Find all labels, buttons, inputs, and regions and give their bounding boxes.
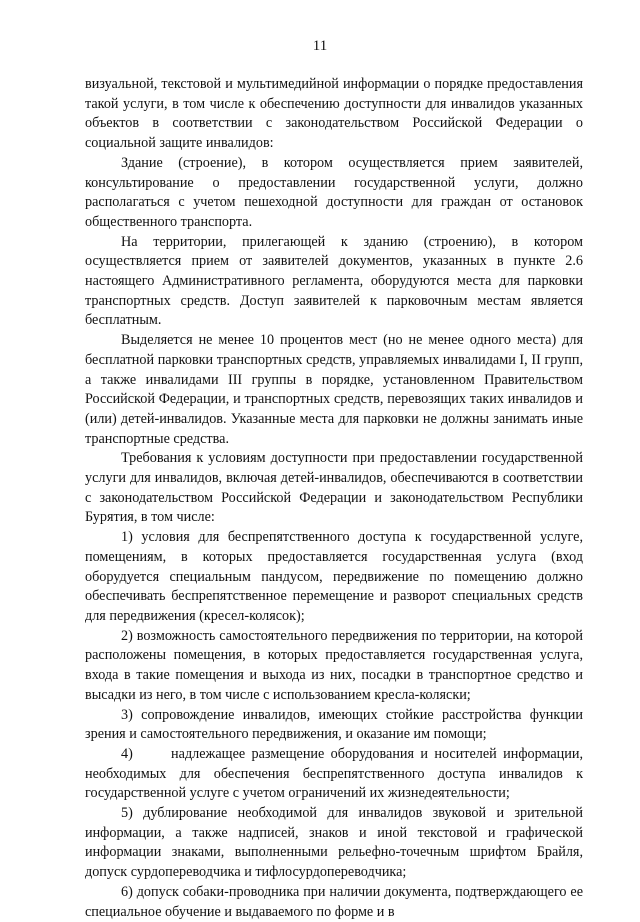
document-body xyxy=(85,75,583,922)
list-item-4: 4) надлежащее размещение оборудования и носителей информации, необходимых для обеспечения беспрепятственного доступа инвалидов к государственной услуге с учетом ограничений их жизнедеятельности; xyxy=(85,745,583,802)
page-number: 11 xyxy=(312,38,328,54)
paragraph-1: визуальной, текстовой и мультимедийной информации о порядке предоставления такой услуги, в том числе к обеспечению доступности для инвалидов указанных объектов в соответствии с законодательством Российской Федерации о социальной защите инвалидов: xyxy=(85,76,583,152)
list-item-5: 5) дублирование необходимой для инвалидов звуковой и зрительной информации, а также надписей, знаков и иной текстовой и графической информации знаками, выполненными рельефно-точечным шрифтом Брайля, допуск сурдопереводчика и тифлосурдопереводчика; xyxy=(85,805,583,881)
list-item-3: 3) сопровождение инвалидов, имеющих стойкие расстройства функции зрения и самостоятельного передвижения, и оказание им помощи; xyxy=(85,706,583,743)
list-item-1: 1) условия для беспрепятственного доступа к государственной услуге, помещениям, в которых предоставляется государственная услуга (вход оборудуется специальным пандусом, передвижение по помещению должно обеспечивать беспрепятственное перемещение и разворот специальных средств для передвижения (кресел-колясок); xyxy=(85,529,583,624)
paragraph-2: Здание (строение), в котором осуществляется прием заявителей, консультирование о предоставлении государственной услуги, должно располагаться с учетом пешеходной доступности для граждан от остановок общественного транспорта. xyxy=(85,154,583,230)
paragraph-3: На территории, прилегающей к зданию (строению), в котором осуществляется прием от заявителей документов, указанных в пункте 2.6 настоящего Административного регламента, оборудуются места для парковки транспортных средств. Доступ заявителей к парковочным местам является бесплатным. xyxy=(85,233,583,329)
paragraph-4: Выделяется не менее 10 процентов мест (но не менее одного места) для бесплатной парковки транспортных средств, управляемых инвалидами I, II групп, а также инвалидами III группы в порядке, установленном Правительством Российской Федерации, и транспортных средств, перевозящих таких инвалидов и (или) детей-инвалидов. Указанные места для парковки не должны занимать иные транспортные средства. xyxy=(85,332,583,447)
paragraph-5: Требования к условиям доступности при предоставлении государственной услуги для инвалидов, включая детей-инвалидов, обеспечиваются в соответствии с законодательством Российской Федерации и законодательством Республики Бурятия, в том числе: xyxy=(85,450,583,526)
list-item-2: 2) возможность самостоятельного передвижения по территории, на которой расположены помещения, в которых предоставляется государственная услуга, входа в такие помещения и выхода из них, посадки в транспортное средство и высадки из него, в том числе с использованием кресла-коляски; xyxy=(85,627,583,703)
list-item-6: 6) допуск собаки-проводника при наличии документа, подтверждающего ее специальное обучение и выдаваемого по форме и в xyxy=(85,883,583,920)
